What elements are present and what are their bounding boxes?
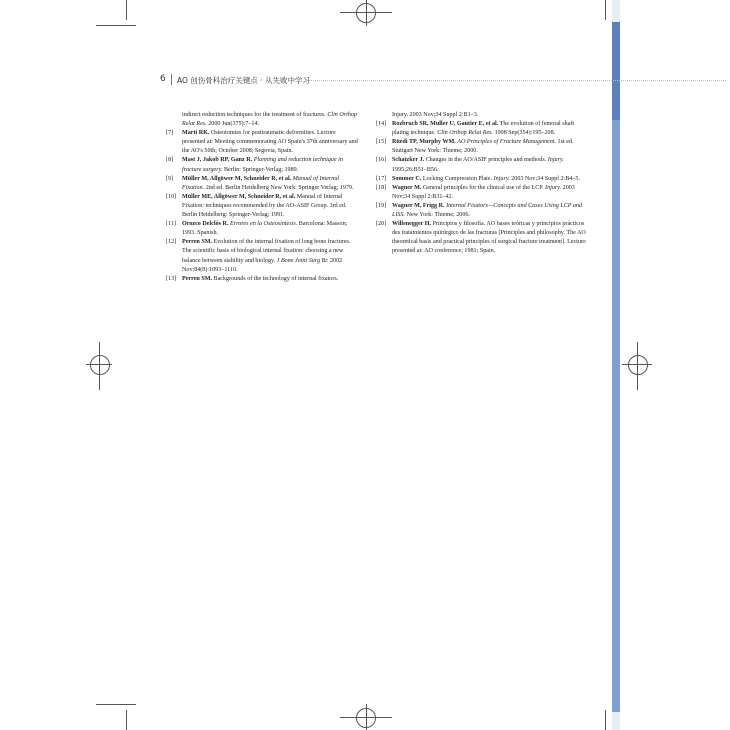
- reference-column-right: [372, 111, 586, 257]
- reference-journal: Injury.: [493, 175, 510, 182]
- reference-text: Backgrounds of the technology of internal fixators.: [212, 275, 339, 282]
- header-rule: [306, 80, 726, 81]
- reference-number: [16]: [376, 157, 387, 164]
- reference-item: [162, 220, 360, 238]
- reference-journal: J Bone Joint Surg Br.: [276, 257, 329, 264]
- reference-number: [18]: [376, 184, 387, 191]
- reference-authors: Rüedi TP, Murphy WM.: [392, 139, 456, 146]
- reference-item: [162, 193, 360, 220]
- chapter-tab-bar: [612, 22, 620, 712]
- reference-item: [162, 156, 360, 174]
- reference-authors: Wagner M, Frigg R.: [392, 202, 445, 209]
- reference-details: 2003 Nov;34 Suppl 2:B31–42.: [392, 184, 575, 200]
- reference-authors: Müller M, Allgöwer M, Schneider R, et al.: [182, 175, 292, 182]
- reference-authors: Sommer C.: [392, 175, 422, 182]
- reference-authors: Wagner M.: [392, 184, 422, 191]
- reference-number: [17]: [376, 175, 387, 182]
- reference-details: 1st ed. Stuttgart New York: Thieme; 2000.: [392, 139, 574, 155]
- page-number: 6: [160, 74, 166, 84]
- reference-details: 2002 Nov;84(8):1093–1110.: [182, 257, 343, 273]
- reference-details: 1998 Sep(354):195–208.: [493, 130, 556, 137]
- reference-number: [19]: [376, 202, 387, 209]
- reference-number: [11]: [166, 221, 176, 228]
- reference-journal: Injury.: [547, 157, 564, 164]
- reference-text: Manual of Internal Fixation: techniques recommended by the AO-ASIF Group. 3rd ed. Berlin Heidelberg: Springer-Verlag; 1991.: [182, 193, 347, 219]
- reference-number: [10]: [166, 193, 177, 200]
- reference-item: [372, 120, 586, 138]
- reference-journal: Clin Orthop Relat Res.: [437, 130, 494, 137]
- reference-authors: Müller ME, Allgöwer M, Schneider R, et al.: [182, 193, 296, 200]
- reference-item: [162, 129, 360, 156]
- reference-details: 2nd ed. Berlin Heidelberg New York: Springer Verlag; 1979.: [204, 184, 354, 191]
- reference-text: Locking Compression Plate.: [421, 175, 494, 182]
- running-header: [160, 74, 600, 88]
- reference-text: General principles for the clinical use of the LCP.: [421, 184, 546, 191]
- reference-journal: Internal Fixators—Concepts and Cases Using LCP and LISS.: [392, 202, 583, 219]
- reference-journal: AO Principles of Fracture Management.: [457, 139, 557, 146]
- reference-text: Changes in the AO/ASIF principles and methods.: [424, 157, 548, 164]
- reference-details: 2000 Jun(375):7–14.: [206, 121, 260, 128]
- reference-item: [162, 175, 360, 193]
- reference-journal: Planning and reduction technique in fracture surgery.: [182, 157, 343, 173]
- reference-journal: Errores en la Osteosíntesis.: [229, 221, 298, 228]
- chapter-tab-marker: [612, 22, 620, 120]
- reference-item: [162, 238, 360, 274]
- reference-text: Principios y filosofía. AO bases teóricas y principios prácticos des tratamientos quirúrgico de las fracturas [Principles and philosophy. The AO theoretical basis and practical principles of surgical fracture treatment]. Lecture presented at: AO conference; 1981; Spain.: [392, 221, 586, 255]
- reference-details: Berlin: Springer-Verlag; 1989.: [222, 166, 299, 173]
- reference-journal: Clin Orthop Relat Res.: [182, 112, 357, 128]
- reference-authors: Mast J, Jakob RP, Ganz R.: [182, 157, 253, 164]
- reference-text: Osteotomies for posttraumatic deformities. Lecture presented at: Meeting commemorating AO Spain's 37th anniversary and the AO's 50th; October 2008; Segovia, Spain.: [182, 130, 358, 155]
- reference-text: Evolution of the internal fixation of long bone fractures. The scientific basis of biological internal fixation: choosing a new balance between stability and biology.: [182, 239, 351, 264]
- reference-text: Injury. 2003 Nov;34 Suppl 2:B1–3.: [392, 112, 479, 118]
- reference-text: indirect reduction techniques for the treatment of fractures.: [182, 112, 328, 118]
- reference-number: [13]: [166, 275, 177, 282]
- reference-number: [20]: [376, 221, 387, 228]
- reference-authors: Perren SM.: [182, 275, 213, 282]
- reference-journal: Manual of Internal Fixation.: [182, 175, 340, 191]
- reference-item: [372, 220, 586, 256]
- reference-item: [372, 111, 586, 120]
- reference-number: [7]: [166, 130, 174, 137]
- header-separator: [171, 74, 172, 85]
- reference-item: [372, 156, 586, 174]
- reference-text: The evolution of femoral shaft plating technique.: [392, 121, 575, 137]
- reference-details: Barcelona: Masson; 1993. Spanish.: [182, 221, 348, 237]
- reference-details: 1995;26:B51–B56.: [392, 166, 439, 173]
- reference-journal: Injury.: [545, 184, 562, 191]
- book-title: AO 创伤骨科治疗关键点 · 从失败中学习: [177, 76, 310, 85]
- reference-authors: Perren SM.: [182, 239, 213, 246]
- reference-authors: Orozco Delclós R.: [182, 221, 229, 228]
- reference-number: [15]: [376, 139, 387, 146]
- reference-item: [162, 111, 360, 129]
- reference-number: [9]: [166, 175, 174, 182]
- reference-authors: Willenegger H.: [392, 221, 432, 228]
- reference-number: [8]: [166, 157, 174, 164]
- reference-details: 2003 Nov;34 Suppl 2:B4–5.: [509, 175, 580, 182]
- reference-authors: Marti RK.: [182, 130, 210, 137]
- reference-details: New York: Thieme; 2006.: [405, 212, 470, 219]
- reference-number: [12]: [166, 239, 177, 246]
- reference-item: [372, 184, 586, 202]
- reference-item: [372, 138, 586, 156]
- reference-column-left: [162, 111, 360, 284]
- reference-number: [14]: [376, 121, 387, 128]
- reference-item: [162, 275, 360, 284]
- reference-authors: Schatzker J.: [392, 157, 425, 164]
- reference-item: [372, 175, 586, 184]
- reference-authors: Rozbruch SR, Muller U, Gautier E, et al.: [392, 121, 499, 128]
- reference-item: [372, 202, 586, 220]
